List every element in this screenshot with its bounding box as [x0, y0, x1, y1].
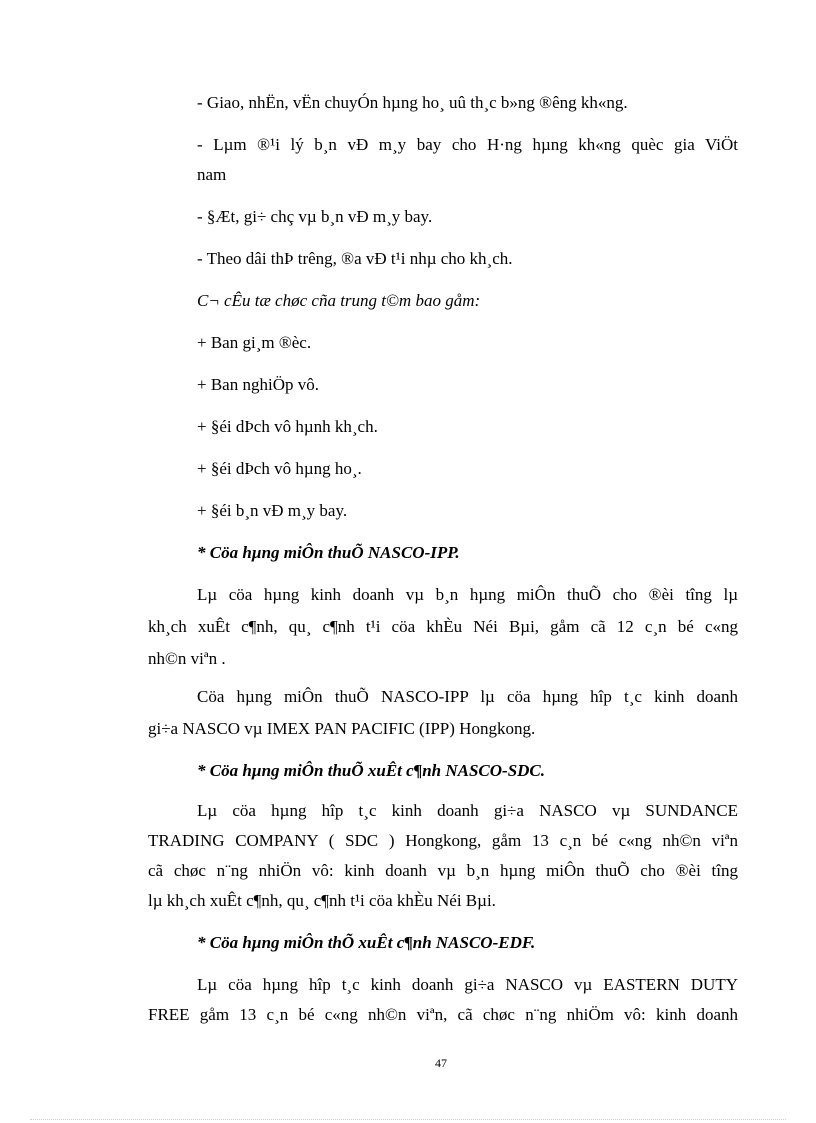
paragraph-sdc-line-3: cã chøc n¨ng nhiÖn vô: kinh doanh vµ b¸n hµng miÔn thuÕ cho ®èi tîng — [148, 861, 738, 880]
paragraph-ipp-line-1: Lµ cöa hµng kinh doanh vµ b¸n hµng miÔn thuÕ cho ®èi tîng lµ — [197, 585, 738, 604]
org-item-ticket-sales-team: + §éi b¸n vÐ m¸y bay. — [197, 501, 348, 520]
paragraph-ipp-line-3: nh©n viªn . — [148, 649, 226, 668]
paragraph-ipp-line-2: kh¸ch xuÊt c¶nh, qu¸ c¶nh t¹i cöa khÈu Néi Bµi, gåm cã 12 c¸n bé c«ng — [148, 617, 738, 636]
section-heading-nasco-sdc: * Cöa hµng miÔn thuÕ xuÊt c¶nh NASCO-SDC. — [197, 761, 546, 780]
org-item-management-board: + Ban gi¸m ®èc. — [197, 333, 312, 352]
section-heading-nasco-ipp: * Cöa hµng miÔn thuÕ NASCO-IPP. — [197, 543, 460, 562]
paragraph-ipp-partner-line-2: gi÷a NASCO vµ IMEX PAN PACIFIC (IPP) Hongkong. — [148, 719, 536, 738]
section-heading-nasco-edf: * Cöa hµng miÔn thÕ xuÊt c¶nh NASCO-EDF. — [197, 933, 536, 952]
text-line-ticket-agent-cont: nam — [197, 165, 227, 184]
org-item-passenger-service-team: + §éi dÞch vô hµnh kh¸ch. — [197, 417, 378, 436]
paragraph-sdc-line-4: lµ kh¸ch xuÊt c¶nh, qu¸ c¶nh t¹i cöa khÈu Néi Bµi. — [148, 891, 496, 910]
text-line-service-cargo: - Giao, nhËn, vËn chuyÓn hµng ho¸ uû th¸c b»ng ®êng kh«ng. — [197, 93, 628, 112]
paragraph-ipp-partner-line-1: Cöa hµng miÔn thuÕ NASCO-IPP lµ cöa hµng hîp t¸c kinh doanh — [197, 687, 738, 706]
org-structure-heading: C¬ cÊu tæ chøc cña trung t©m bao gåm: — [197, 291, 481, 310]
text-line-reservation: - §Æt, gi÷ chç vµ b¸n vÐ m¸y bay. — [197, 207, 433, 226]
page-bottom-divider — [30, 1119, 786, 1120]
org-item-cargo-service-team: + §éi dÞch vô hµng ho¸. — [197, 459, 362, 478]
paragraph-sdc-line-2: TRADING COMPANY ( SDC ) Hongkong, gåm 13 c¸n bé c«ng nh©n viªn — [148, 831, 738, 850]
text-line-ticket-agent: - Lµm ®¹i lý b¸n vÐ m¸y bay cho H·ng hµng kh«ng quèc gia ViÖt — [197, 135, 738, 154]
page-number: 47 — [435, 1056, 447, 1070]
paragraph-edf-line-2: FREE gåm 13 c¸n bé c«ng nh©n viªn, cã chøc n¨ng nhiÖm vô: kinh doanh — [148, 1005, 738, 1024]
text-line-market-tracking: - Theo dâi thÞ trêng, ®a vÐ t¹i nhµ cho kh¸ch. — [197, 249, 513, 268]
paragraph-sdc-line-1: Lµ cöa hµng hîp t¸c kinh doanh gi÷a NASCO vµ SUNDANCE — [197, 801, 738, 820]
paragraph-edf-line-1: Lµ cöa hµng hîp t¸c kinh doanh gi÷a NASCO vµ EASTERN DUTY — [197, 975, 738, 994]
org-item-operations-board: + Ban nghiÖp vô. — [197, 375, 319, 394]
